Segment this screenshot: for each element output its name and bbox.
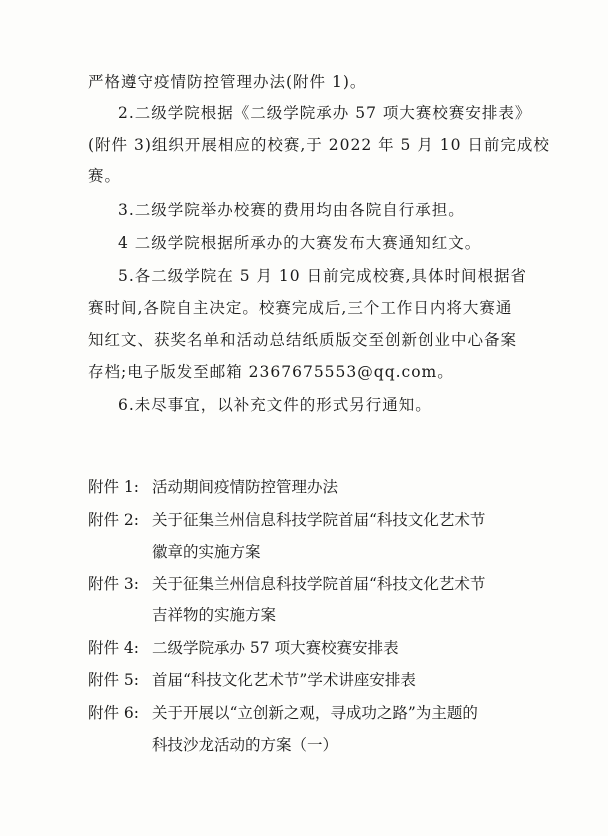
attachment-label: 附件 6:	[88, 704, 140, 722]
body-line: 存档;电子版发至邮箱 2367675553@qq.com。	[88, 363, 454, 381]
body-line: 6.未尽事宜，以补充文件的形式另行通知。	[118, 396, 432, 414]
body-line: (附件 3)组织开展相应的校赛,于 2022 年 5 月 10 日前完成校	[88, 136, 550, 154]
attachment-title-continued: 吉祥物的实施方案	[152, 606, 277, 624]
body-line: 赛时间,各院自主决定。校赛完成后,三个工作日内将大赛通	[88, 299, 513, 317]
attachment-title: 关于开展以“立创新之观，寻成功之路”为主题的	[152, 704, 478, 722]
attachment-label: 附件 4:	[88, 639, 140, 657]
body-line: 严格遵守疫情防控管理办法(附件 1)。	[88, 73, 367, 91]
body-line: 赛。	[88, 167, 122, 185]
body-line: 知红文、获奖名单和活动总结纸质版交至创新创业中心备案	[88, 331, 518, 349]
body-line: 3.二级学院举办校赛的费用均由各院自行承担。	[118, 201, 465, 219]
attachment-label: 附件 2:	[88, 511, 140, 529]
attachment-label: 附件 3:	[88, 575, 140, 593]
attachment-label: 附件 1:	[88, 478, 140, 496]
attachment-title: 关于征集兰州信息科技学院首届“科技文化艺术节	[152, 575, 486, 593]
attachment-title: 首届“科技文化艺术节”学术讲座安排表	[152, 671, 416, 689]
attachment-title: 关于征集兰州信息科技学院首届“科技文化艺术节	[152, 511, 486, 529]
body-line: 4 二级学院根据所承办的大赛发布大赛通知红文。	[118, 234, 482, 252]
attachment-label: 附件 5:	[88, 671, 140, 689]
attachment-title: 活动期间疫情防控管理办法	[152, 478, 339, 496]
attachment-title-continued: 徽章的实施方案	[152, 543, 261, 561]
body-line: 5.各二级学院在 5 月 10 日前完成校赛,具体时间根据省	[118, 267, 528, 285]
attachment-title-continued: 科技沙龙活动的方案（一）	[152, 736, 339, 754]
body-line: 2.二级学院根据《二级学院承办 57 项大赛校赛安排表》	[118, 104, 532, 122]
attachment-title: 二级学院承办 57 项大赛校赛安排表	[152, 639, 399, 657]
